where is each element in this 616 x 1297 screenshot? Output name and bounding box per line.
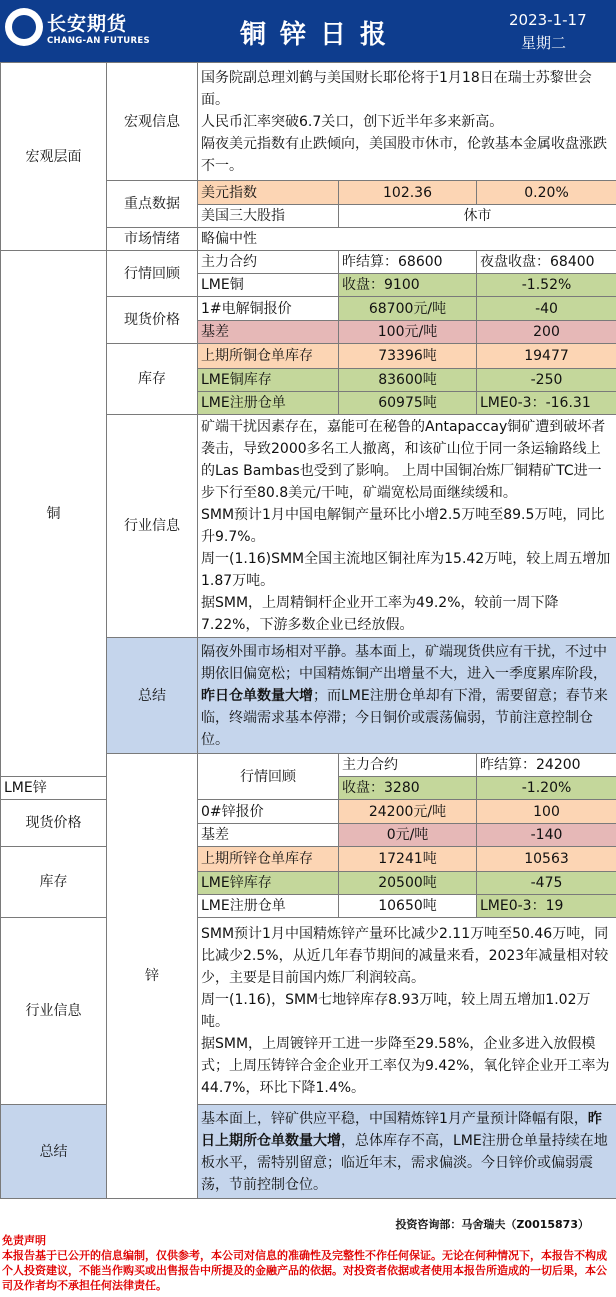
macro-info-label: 宏观信息 xyxy=(107,63,198,181)
copper-lme-inv-name: LME铜库存 xyxy=(198,369,339,392)
zinc-main-name: 主力合约 xyxy=(339,754,477,777)
company-logo-icon xyxy=(5,8,43,46)
zinc-lme-name: LME锌 xyxy=(1,777,107,800)
copper-main-night: 夜盘收盘：68400 xyxy=(477,251,616,274)
disclaimer-title: 免责声明 xyxy=(2,1234,46,1247)
zinc-lme-inv-name: LME锌库存 xyxy=(198,872,339,895)
copper-industry-line: 据SMM，上周精铜杆企业开工率为49.2%，较前一周下降7.22%，下游多数企业已经放假。 xyxy=(201,595,559,633)
copper-summary-label: 总结 xyxy=(107,638,198,754)
copper-main-name: 主力合约 xyxy=(198,251,339,274)
macro-info-line: 人民币汇率突破6.7关口，创下近半年多来新高。 xyxy=(201,113,504,130)
zinc-summary-highlight: 昨日上期所仓单数量大增 xyxy=(201,1110,602,1149)
copper-basis-value: 100元/吨 xyxy=(339,321,477,344)
company-name-en: CHANG-AN FUTURES xyxy=(47,36,150,46)
copper-summary-part: 隔夜外围市场相对平静。基本面上，矿端现货供应有干扰，不过中期依旧偏宽松；中国精炼铜产出增量不大，进入一季度累库阶段， xyxy=(201,643,607,682)
zinc-shfe-name: 上期所锌仓单库存 xyxy=(198,847,339,872)
copper-lme-name: LME铜 xyxy=(198,274,339,297)
copper-spot-price: 68700元/吨 xyxy=(339,297,477,321)
copper-industry-line: 矿端干扰因素存在，嘉能可在秘鲁的Antapaccay铜矿遭到破坏者袭击，导致2000多名工人撤离，和该矿山位于同一条运输路线上的Las Bambas也受到了影响。 上周中国铜冶炼厂铜精矿TC进一步下行至80.8美元/干吨，矿端宽松局面继续缓和。 xyxy=(201,419,606,501)
zinc-main-settle: 昨结算：24200 xyxy=(477,754,616,777)
copper-summary-part: ；而LME注册仓单却有下滑，需要留意；春节来临，终端需求基本停滞；今日铜价或震荡偏弱，节前注意控制仓位。 xyxy=(201,687,608,748)
copper-industry-label: 行业信息 xyxy=(107,415,198,638)
copper-lme-inv-value: 83600吨 xyxy=(339,369,477,392)
zinc-summary-part: ，总体库存不高，LME注册仓单量持续在地板水平，需特别留意；临近年末，需求偏淡。今日锌价或偏弱震荡，节前控制仓位。 xyxy=(201,1132,608,1193)
zinc-shfe-row xyxy=(1,847,616,872)
copper-spot-change: -40 xyxy=(477,297,616,321)
macro-info-line: 隔夜美元指数有止跌倾向，美国股市休市，伦敦基本金属收盘涨跌不一。 xyxy=(201,135,607,174)
copper-summary-highlight: 昨日仓单数量大增 xyxy=(201,687,313,704)
zinc-summary-part: 基本面上，锌矿供应平稳，中国精炼锌1月产量预计降幅有限， xyxy=(201,1110,588,1127)
copper-inventory-label: 库存 xyxy=(107,344,198,415)
section-macro: 宏观层面 xyxy=(1,63,107,251)
copper-lme-reg-spread: LME0-3：-16.31 xyxy=(477,392,616,415)
us-stocks-name: 美国三大股指 xyxy=(198,205,339,228)
zinc-industry-text xyxy=(198,918,616,1105)
zinc-spot-change: 100 xyxy=(477,800,616,824)
copper-lme-inv-change: -250 xyxy=(477,369,616,392)
section-zinc: 锌 xyxy=(107,754,198,1199)
copper-shfe-value: 73396吨 xyxy=(339,344,477,369)
disclaimer-text: 本报告基于已公开的信息编制，仅供参考，本公司对信息的准确性及完整性不作任何保证。无论在何种情况下，本报告不构成个人投资建议，不能当作购买或出售报告中所提及的金融产品的依据。对投资者依据或者使用本报告所造成的一切后果，本公司及作者均不承担任何法律责任。 xyxy=(2,1249,607,1292)
copper-industry-text xyxy=(198,415,616,638)
report-header xyxy=(0,0,616,62)
zinc-industry-line: SMM预计1月中国精炼锌产量环比减少2.11万吨至50.46万吨，同比减少2.5%，从近几年春节期间的减量来看，2023年减量相对较少，主要是目前国内炼厂利润较高。 xyxy=(201,926,609,986)
copper-main-settle: 昨结算：68600 xyxy=(339,251,477,274)
report-table xyxy=(0,62,616,1199)
report-date: 2023-1-17 xyxy=(509,11,587,29)
copper-shfe-name: 上期所铜仓单库存 xyxy=(198,344,339,369)
zinc-spot-name: 0#锌报价 xyxy=(198,800,339,824)
copper-shfe-change: 19477 xyxy=(477,344,616,369)
key-data-label: 重点数据 xyxy=(107,181,198,228)
section-copper: 铜 xyxy=(1,251,107,777)
sentiment-label: 市场情绪 xyxy=(107,228,198,251)
zinc-industry-line: 据SMM，上周镀锌开工进一步降至29.58%，企业多进入放假模式；上周压铸锌合金企业开工率仅为9.42%，氧化锌企业开工率为44.7%，环比下降1.4%。 xyxy=(201,1036,610,1096)
zinc-basis-change: -140 xyxy=(477,824,616,847)
zinc-industry-row xyxy=(1,918,616,1105)
zinc-industry-label: 行业信息 xyxy=(1,918,107,1105)
zinc-review-label: 行情回顾 xyxy=(198,754,339,800)
zinc-spot-row xyxy=(1,800,616,824)
zinc-summary-text xyxy=(198,1105,616,1199)
copper-industry-line: 周一(1.16)SMM全国主流地区铜社库为15.42万吨，较上周五增加1.87万吨。 xyxy=(201,551,611,589)
zinc-lme-reg-name: LME注册仓单 xyxy=(198,895,339,918)
zinc-shfe-value: 17241吨 xyxy=(339,847,477,872)
report-weekday: 星期二 xyxy=(521,34,567,52)
zinc-lme-reg-spread: LME0-3：19 xyxy=(477,895,616,918)
zinc-lme-change: -1.20% xyxy=(477,777,616,800)
zinc-lme-inv-value: 20500吨 xyxy=(339,872,477,895)
copper-basis-change: 200 xyxy=(477,321,616,344)
copper-main-row xyxy=(1,251,616,274)
zinc-basis-name: 基差 xyxy=(198,824,339,847)
zinc-summary-label: 总结 xyxy=(1,1105,107,1199)
usd-index-name: 美元指数 xyxy=(198,181,339,205)
copper-spot-name: 1#电解铜报价 xyxy=(198,297,339,321)
us-stocks-value: 休市 xyxy=(339,205,616,228)
macro-info-line: 国务院副总理刘鹤与美国财长耶伦将于1月18日在瑞士苏黎世会面。 xyxy=(201,69,592,108)
copper-review-label: 行情回顾 xyxy=(107,251,198,297)
zinc-spot-price: 24200元/吨 xyxy=(339,800,477,824)
copper-summary-text xyxy=(198,638,616,754)
usd-index-change: 0.20% xyxy=(477,181,616,205)
zinc-summary-row xyxy=(1,1105,616,1199)
zinc-lme-inv-change: -475 xyxy=(477,872,616,895)
report-title: 铜锌日报 xyxy=(240,20,401,50)
copper-lme-close: 收盘：9100 xyxy=(339,274,477,297)
zinc-shfe-change: 10563 xyxy=(477,847,616,872)
copper-industry-line: SMM预计1月中国电解铜产量环比小增2.5万吨至89.5万吨，同比升9.7%。 xyxy=(201,507,605,545)
copper-lme-change: -1.52% xyxy=(477,274,616,297)
zinc-basis-value: 0元/吨 xyxy=(339,824,477,847)
copper-spot-label: 现货价格 xyxy=(107,297,198,344)
analyst-credit: 投资咨询部：马舍瑞夫（Z0015873） xyxy=(395,1218,589,1231)
company-name-cn: 长安期货 xyxy=(47,13,128,35)
zinc-spot-label: 现货价格 xyxy=(1,800,107,847)
zinc-lme-reg-value: 10650吨 xyxy=(339,895,477,918)
sentiment-value: 略偏中性 xyxy=(198,228,616,251)
copper-lme-reg-name: LME注册仓单 xyxy=(198,392,339,415)
zinc-industry-line: 周一(1.16)，SMM七地锌库存8.93万吨，较上周五增加1.02万吨。 xyxy=(201,992,591,1030)
macro-info-text xyxy=(198,63,616,181)
zinc-lme-close: 收盘：3280 xyxy=(339,777,477,800)
disclaimer xyxy=(2,1233,614,1293)
usd-index-value: 102.36 xyxy=(339,181,477,205)
copper-lme-reg-value: 60975吨 xyxy=(339,392,477,415)
zinc-inventory-label: 库存 xyxy=(1,847,107,918)
copper-basis-name: 基差 xyxy=(198,321,339,344)
macro-info-row xyxy=(1,63,616,181)
